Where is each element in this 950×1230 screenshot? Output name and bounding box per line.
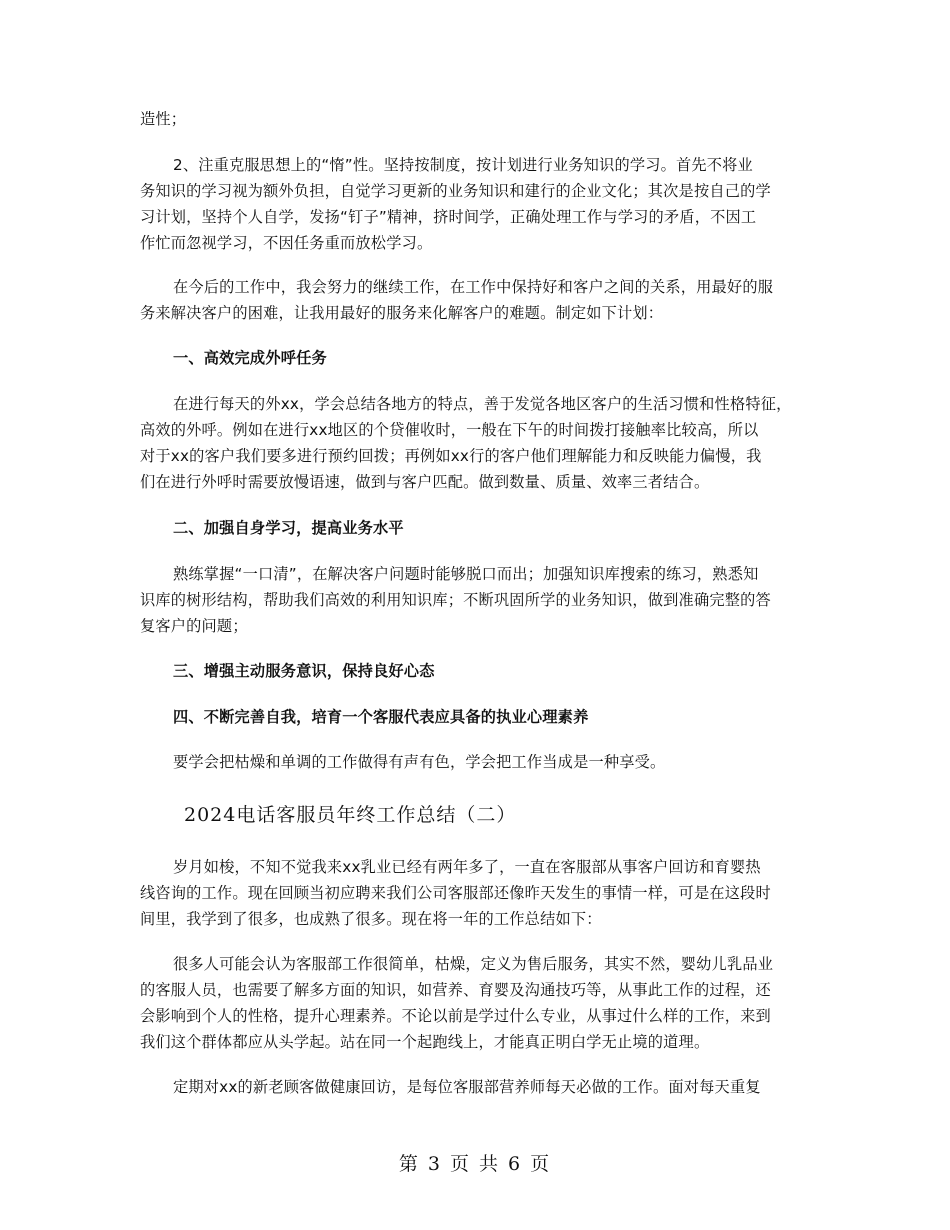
paragraph-line: 在今后的工作中，我会努力的继续工作，在工作中保持好和客户之间的关系，用最好的服 [173, 278, 774, 296]
paragraph-line: 岁月如梭，不知不觉我来xx乳业已经有两年多了，一直在客服部从事客户回访和育婴热 [173, 858, 761, 876]
paragraph-line: 我们这个群体都应从头学起。站在同一个起跑线上，才能真正明白学无止境的道理。 [140, 1033, 710, 1051]
paragraph-line: 会影响到个人的性格，提升心理素养。不论以前是学过什么专业，从事过什么样的工作，来到 [140, 1007, 771, 1025]
paragraph-line: 识库的树形结构，帮助我们高效的利用知识库；不断巩固所学的业务知识，做到准确完整的答 [140, 591, 771, 609]
section-heading: 二、加强自身学习，提高业务水平 [173, 519, 404, 537]
paragraph-line: 习计划，坚持个人自学，发扬“钉子”精神，挤时间学，正确处理工作与学习的矛盾，不因工 [140, 208, 757, 226]
section-title: 2024电话客服员年终工作总结（二） [184, 804, 517, 826]
section-heading: 三、增强主动服务意识，保持良好心态 [173, 662, 435, 680]
paragraph-line: 作忙而忽视学习，不因任务重而放松学习。 [140, 234, 433, 252]
section-heading: 一、高效完成外呼任务 [173, 349, 327, 367]
paragraph-line: 高效的外呼。例如在进行xx地区的个贷催收时，一般在下午的时间拨打接触率比较高，所以 [140, 421, 759, 439]
section-heading: 四、不断完善自我，培育一个客服代表应具备的执业心理素养 [173, 708, 589, 726]
paragraph-line: 复客户的问题； [140, 617, 248, 635]
paragraph-line: 对于xx的客户我们要多进行预约回拨；再例如xx行的客户他们理解能力和反映能力偏慢，我 [140, 447, 762, 465]
page-footer: 第 3 页 共 6 页 [398, 1153, 552, 1175]
paragraph-line: 要学会把枯燥和单调的工作做得有声有色，学会把工作当成是一种享受。 [173, 753, 666, 771]
paragraph-line: 定期对xx的新老顾客做健康回访，是每位客服部营养师每天必做的工作。面对每天重复 [173, 1078, 761, 1096]
paragraph-line: 们在进行外呼时需要放慢语速，做到与客户匹配。做到数量、质量、效率三者结合。 [140, 473, 710, 491]
paragraph-line: 在进行每天的外xx，学会总结各地方的特点，善于发觉各地区客户的生活习惯和性格特征， [173, 395, 792, 413]
paragraph-line: 间里，我学到了很多，也成熟了很多。现在将一年的工作总结如下： [140, 910, 602, 928]
paragraph-line: 2、注重克服思想上的“惰”性。坚持按制度，按计划进行业务知识的学习。首先不将业 [173, 156, 753, 174]
paragraph-line: 的客服人员，也需要了解多方面的知识，如营养、育婴及沟通技巧等，从事此工作的过程，还 [140, 981, 771, 999]
paragraph-line: 务来解决客户的困难，让我用最好的服务来化解客户的难题。制定如下计划： [140, 304, 664, 322]
paragraph-line: 线咨询的工作。现在回顾当初应聘来我们公司客服部还像昨天发生的事情一样，可是在这段时 [140, 884, 771, 902]
paragraph-line: 熟练掌握“一口清”，在解决客户问题时能够脱口而出；加强知识库搜索的练习，熟悉知 [173, 565, 759, 583]
paragraph-line: 务知识的学习视为额外负担，自觉学习更新的业务知识和建行的企业文化；其次是按自己的学 [140, 182, 771, 200]
paragraph-line: 造性； [140, 110, 187, 128]
paragraph-line: 很多人可能会认为客服部工作很简单，枯燥，定义为售后服务，其实不然，婴幼儿乳品业 [173, 955, 774, 973]
